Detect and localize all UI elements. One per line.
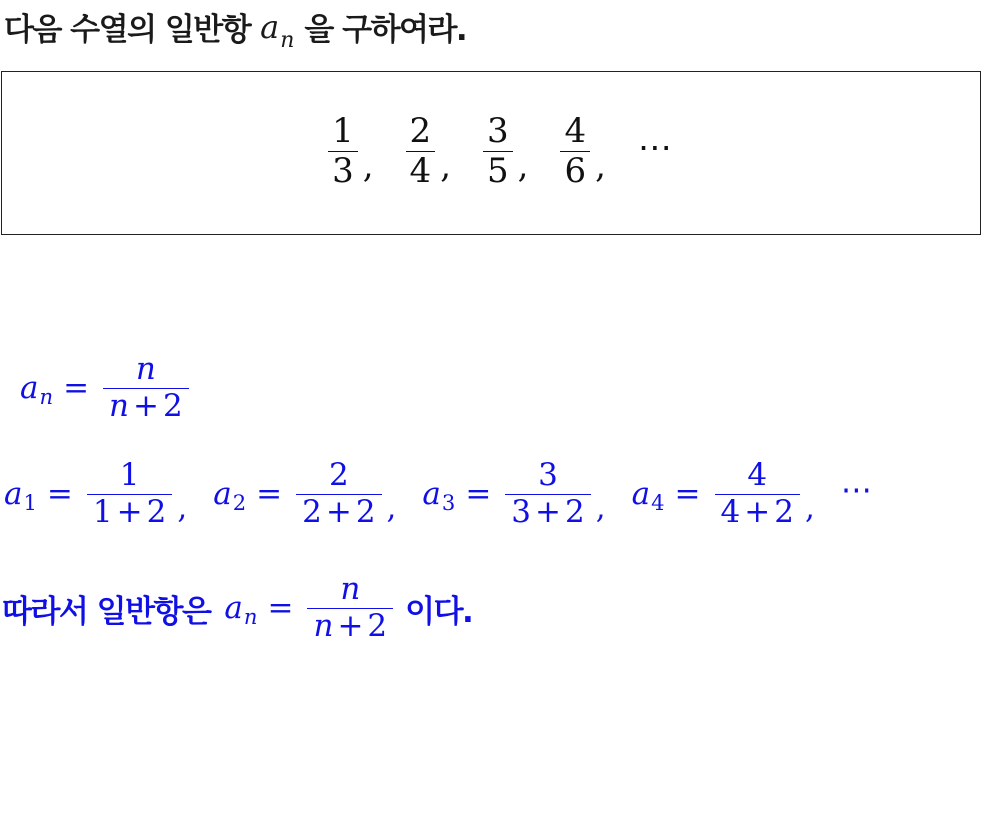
numerator: 2 [409, 111, 432, 151]
plus-sign: + [337, 607, 364, 644]
equals-sign: = [256, 476, 283, 513]
denominator [296, 495, 381, 531]
separator: , [595, 145, 606, 186]
numerator: 2 [328, 457, 349, 493]
question-term [260, 7, 295, 53]
solution-term-1 [4, 458, 187, 530]
solution-term-2 [213, 458, 396, 530]
den-b: 2 [565, 493, 585, 530]
term-fraction [296, 458, 381, 530]
solution-general-term [20, 352, 193, 424]
sequence-box [1, 71, 981, 235]
general-sub: n [39, 384, 54, 410]
den-const: 2 [367, 607, 388, 644]
sequence-ellipsis: ⋯ [637, 127, 672, 168]
separator: , [517, 145, 529, 186]
general-fraction [103, 352, 189, 424]
conclusion-text-after: 이다. [405, 593, 473, 630]
general-var: a [20, 370, 39, 407]
numerator: 3 [487, 111, 509, 151]
numerator: n [135, 351, 156, 387]
equals-sign: = [267, 590, 294, 627]
term-sub: 1 [23, 490, 37, 516]
sequence-term-4 [556, 112, 605, 191]
term-sub: 4 [651, 490, 665, 516]
denominator [505, 495, 590, 531]
sequence-term-3 [479, 112, 528, 191]
conclusion-text-before: 따라서 일반항은 [2, 593, 211, 630]
terms-ellipsis: ⋯ [840, 472, 872, 509]
separator: , [386, 490, 397, 527]
denominator: 5 [487, 151, 509, 192]
question-title [4, 4, 467, 53]
den-const: 2 [163, 387, 183, 424]
den-a: 2 [302, 493, 322, 530]
solution-term-list [4, 458, 872, 530]
denominator [715, 495, 800, 531]
numerator: 1 [332, 111, 354, 151]
conclusion-fraction [307, 572, 393, 644]
equals-sign: = [46, 476, 73, 513]
separator: , [440, 145, 451, 186]
sequence-fraction [560, 112, 590, 191]
term-fraction [87, 458, 172, 530]
solution-term-3 [422, 458, 605, 530]
equals-sign: = [63, 370, 90, 407]
den-b: 2 [774, 493, 794, 530]
term-var: a [422, 476, 441, 513]
numerator: 4 [747, 457, 768, 493]
sequence-row [2, 112, 980, 191]
den-b: 2 [355, 493, 376, 530]
separator: , [177, 490, 188, 527]
term-var: a [631, 476, 651, 513]
plus-sign: + [116, 493, 143, 530]
den-b: 2 [146, 493, 167, 530]
denominator: 6 [564, 151, 587, 192]
term-var: a [213, 476, 232, 513]
separator: , [595, 490, 606, 527]
question-term-var: a [260, 7, 280, 46]
denominator [307, 609, 393, 645]
conclusion-formula [224, 572, 397, 644]
sequence-term-1 [324, 112, 373, 191]
conclusion-sub: n [243, 604, 258, 630]
den-var: n [313, 607, 334, 644]
term-var: a [4, 476, 23, 513]
question-term-sub: n [280, 27, 295, 53]
question-text-after: 을 구하여라. [304, 12, 467, 48]
sequence-fraction [483, 112, 513, 191]
numerator: n [340, 571, 361, 607]
solution-term-4 [632, 458, 815, 530]
equals-sign: = [465, 476, 492, 513]
separator: , [362, 145, 374, 186]
denominator: 3 [332, 151, 354, 192]
plus-sign: + [535, 493, 562, 530]
separator: , [804, 490, 815, 527]
denominator [103, 389, 189, 425]
sequence-fraction [406, 112, 436, 191]
den-a: 3 [511, 493, 532, 530]
plus-sign: + [325, 493, 352, 530]
term-fraction [715, 458, 800, 530]
equals-sign: = [674, 476, 701, 513]
den-a: 4 [720, 493, 741, 530]
den-a: 1 [92, 493, 113, 530]
numerator: 1 [119, 457, 140, 493]
numerator: 4 [564, 111, 587, 151]
plus-sign: + [133, 387, 159, 424]
conclusion-var: a [224, 590, 243, 627]
sequence-fraction [328, 112, 358, 191]
solution-conclusion [2, 572, 472, 644]
plus-sign: + [744, 493, 771, 530]
question-text-before: 다음 수열의 일반항 [4, 12, 251, 48]
term-fraction [505, 458, 590, 530]
term-sub: 2 [232, 490, 247, 516]
denominator [87, 495, 172, 531]
sequence-term-2 [402, 112, 451, 191]
numerator: 3 [538, 457, 558, 493]
den-var: n [109, 387, 130, 424]
term-sub: 3 [441, 490, 456, 516]
denominator: 4 [409, 151, 432, 192]
